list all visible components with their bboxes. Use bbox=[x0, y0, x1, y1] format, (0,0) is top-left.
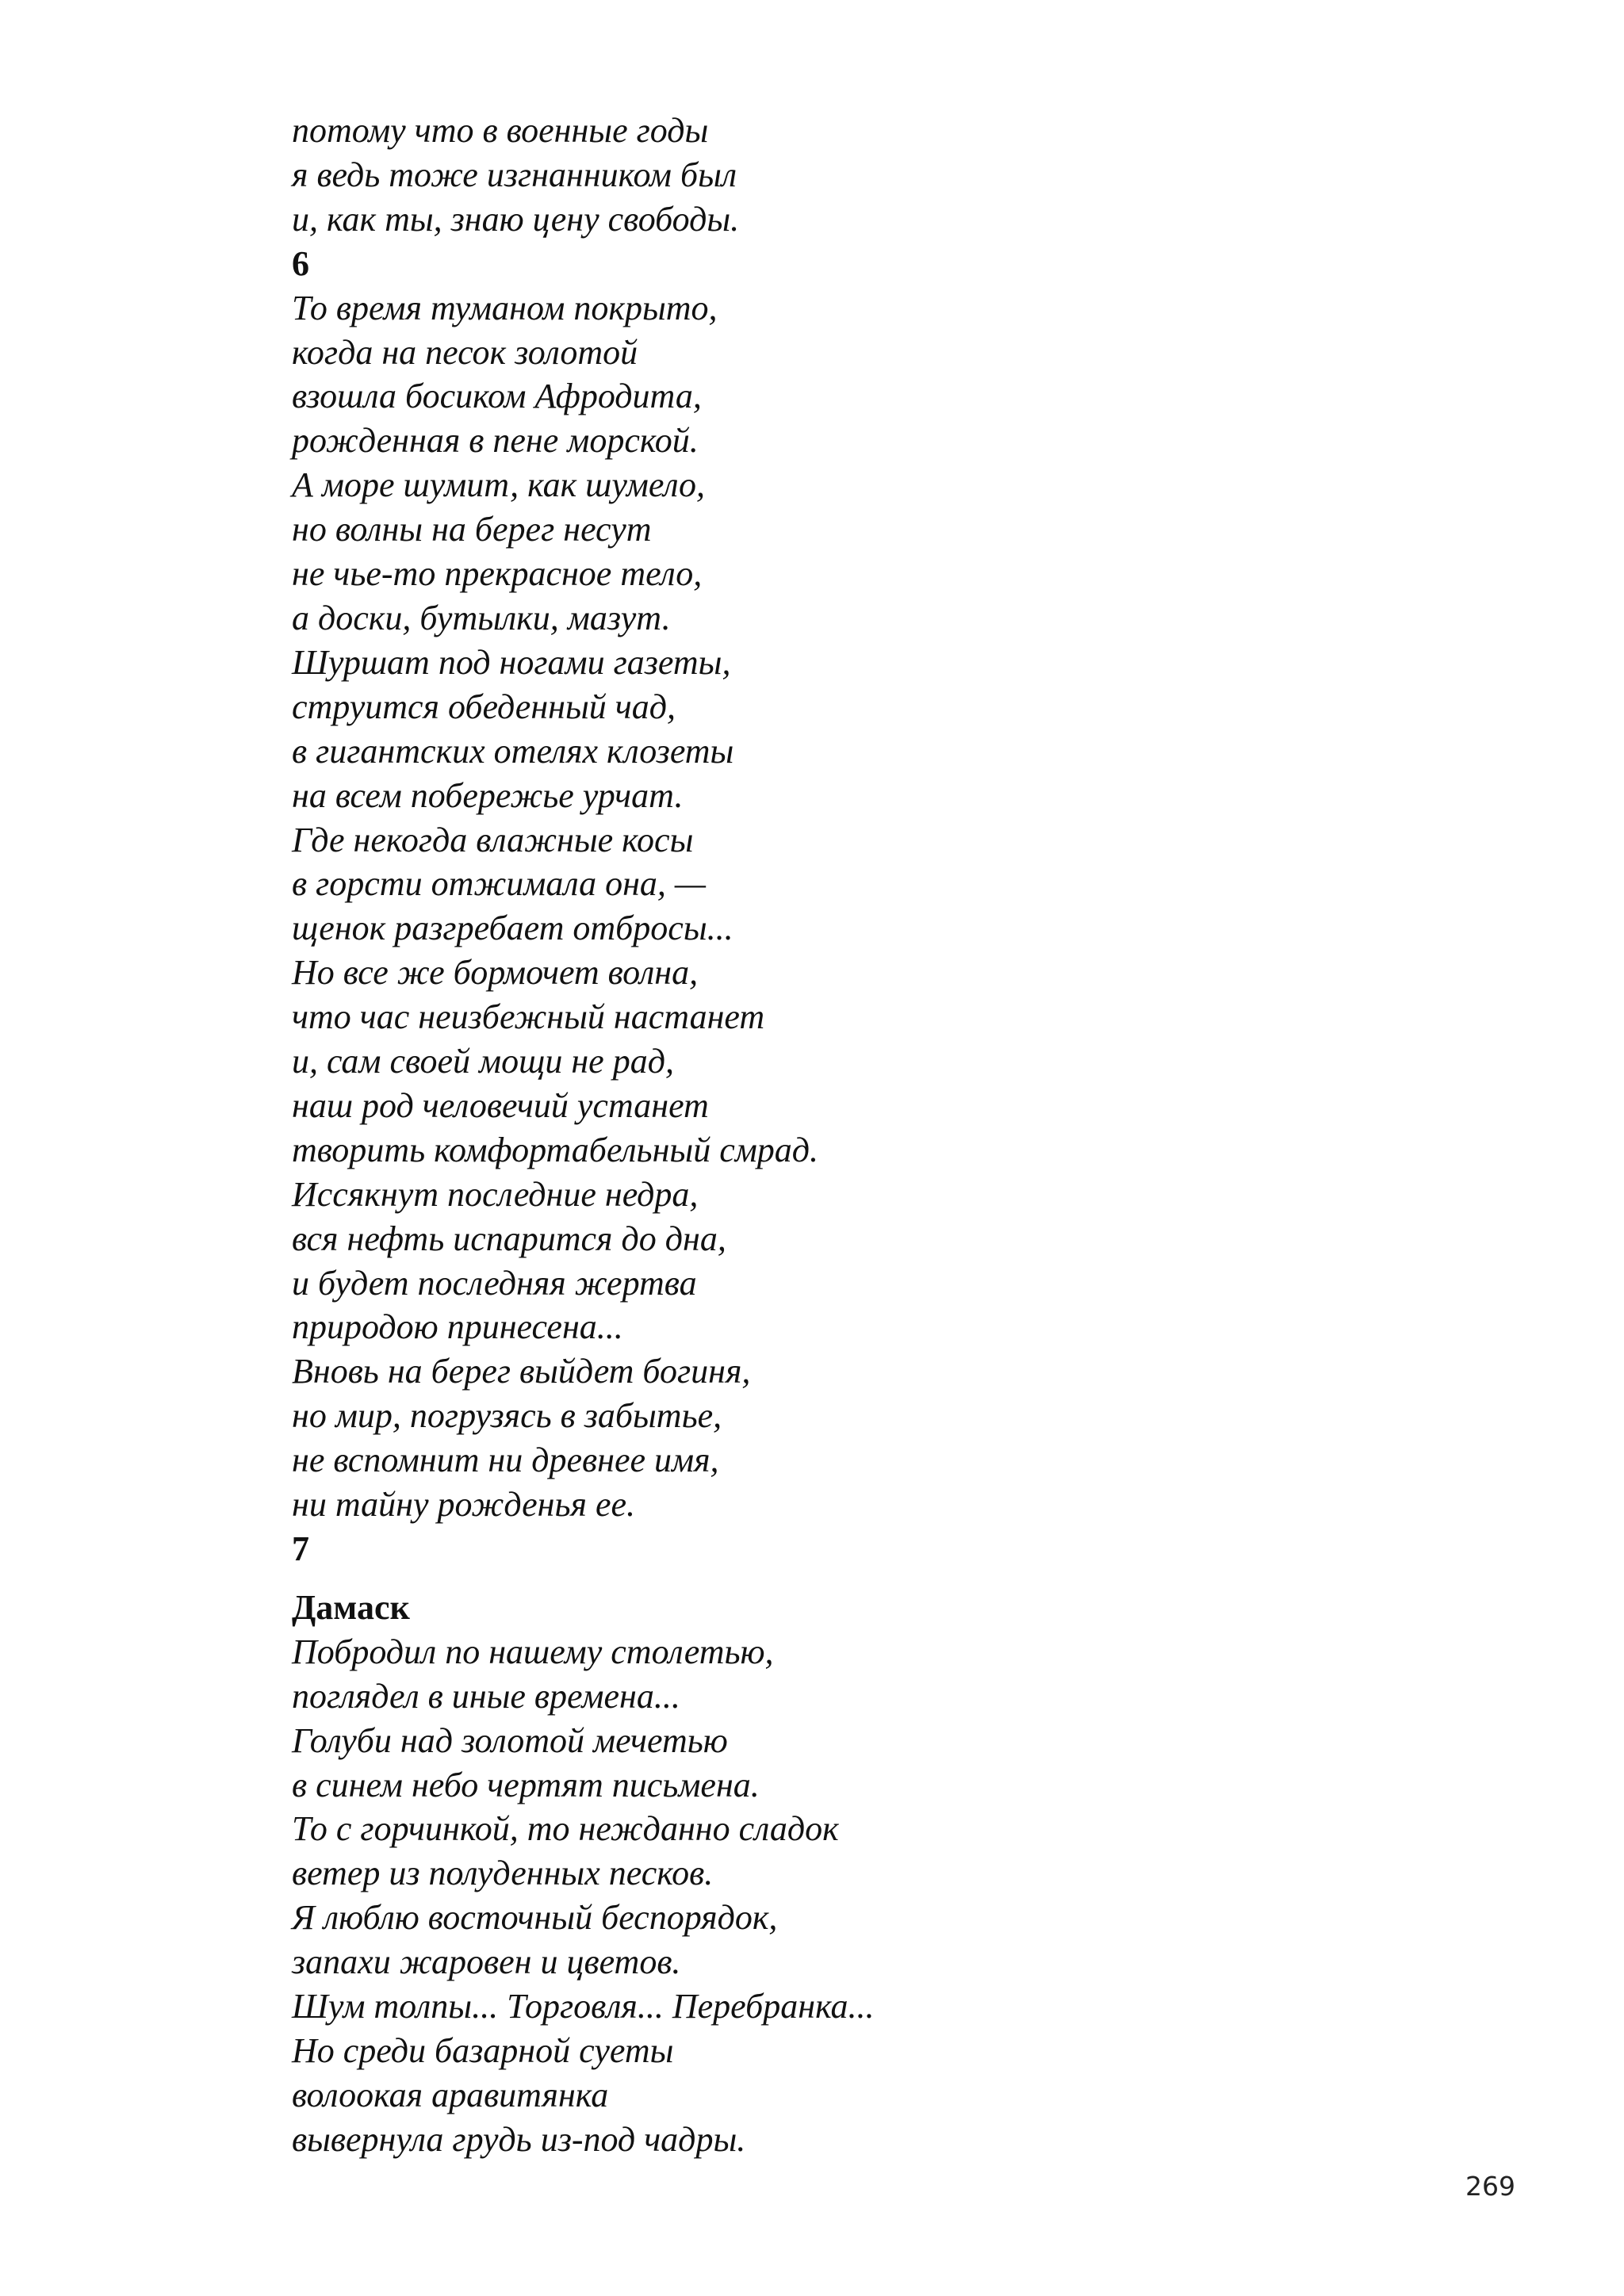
verse-line: волоокая аравитянка bbox=[292, 2075, 609, 2114]
verse-line: ветер из полуденных песков. bbox=[292, 1854, 714, 1893]
verse-line: То с горчинкой, то нежданно сладок bbox=[292, 1809, 839, 1849]
verse-line: Но все же бормочет волна, bbox=[292, 953, 699, 993]
verse-line: струится обеденный чад, bbox=[292, 687, 676, 726]
verse-line: щенок разгребает отбросы... bbox=[292, 909, 733, 948]
verse-line: не вспомнит ни древнее имя, bbox=[292, 1441, 719, 1480]
verse-line: в синем небо чертят письмена. bbox=[292, 1765, 760, 1804]
verse-line: наш род человечий устанет bbox=[292, 1085, 709, 1125]
verse-line: Иссякнут последние недра, bbox=[292, 1174, 699, 1214]
page-number: 269 bbox=[1465, 2171, 1515, 2202]
verse-line: вывернула грудь из-под чадры. bbox=[292, 2119, 746, 2159]
verse-line: и, сам своей мощи не рад, bbox=[292, 1042, 674, 1081]
verse-line: Вновь на берег выйдет богиня, bbox=[292, 1352, 751, 1391]
verse-line: я ведь тоже изгнанником был bbox=[292, 155, 737, 194]
verse-line: природою принесена... bbox=[292, 1307, 623, 1347]
verse-line: на всем побережье урчат. bbox=[292, 775, 684, 815]
verse-line: Я люблю восточный беспорядок, bbox=[292, 1898, 778, 1938]
verse-line: но мир, погрузясь в забытье, bbox=[292, 1396, 722, 1436]
verse-line: Побродил по нашему столетью, bbox=[292, 1632, 774, 1671]
verse-line: взошла босиком Афродита, bbox=[292, 377, 702, 416]
verse-line: Шуршат под ногами газеты, bbox=[292, 642, 731, 682]
verse-line: но волны на берег несут bbox=[292, 510, 652, 549]
verse-line: поглядел в иные времена... bbox=[292, 1676, 680, 1716]
section-5-tail bbox=[292, 109, 1402, 242]
verse-line: То время туманом покрыто, bbox=[292, 288, 718, 327]
verse-line: не чье-то прекрасное тело, bbox=[292, 554, 703, 594]
verse-line: и, как ты, знаю цену свободы. bbox=[292, 199, 740, 239]
verse-line: Шум толпы... Торговля... Перебранка... bbox=[292, 1987, 875, 2026]
verse-line: Но среди базарной суеты bbox=[292, 2030, 674, 2070]
verse-line: запахи жаровен и цветов. bbox=[292, 1942, 681, 1982]
verse-line: ни тайну рожденья ее. bbox=[292, 1485, 636, 1525]
verse-line: потому что в военные годы bbox=[292, 111, 709, 150]
verse-line: в горсти отжимала она, — bbox=[292, 864, 707, 904]
section-6-verses bbox=[292, 286, 1402, 1527]
verse-line: а доски, бутылки, мазут. bbox=[292, 598, 671, 637]
verse-line: когда на песок золотой bbox=[292, 332, 638, 372]
verse-line: Где некогда влажные косы bbox=[292, 820, 694, 859]
verse-line: и будет последняя жертва bbox=[292, 1263, 697, 1303]
verse-line: вся нефть испарится до дна, bbox=[292, 1219, 726, 1258]
section-number: 7 bbox=[292, 1529, 309, 1568]
verse-line: Голуби над золотой мечетью bbox=[292, 1720, 728, 1760]
verse-line: А море шумит, как шумело, bbox=[292, 465, 706, 505]
verse-line: в гигантских отелях клозеты bbox=[292, 731, 734, 771]
section-number: 6 bbox=[292, 243, 309, 283]
verse-line: рожденная в пене морской. bbox=[292, 421, 699, 461]
section-7-verses bbox=[292, 1630, 1402, 2162]
verse-line: творить комфортабельный смрад. bbox=[292, 1130, 819, 1169]
poem-title: Дамаск bbox=[292, 1587, 410, 1627]
poem-column bbox=[292, 109, 1402, 2162]
verse-line: что час неизбежный настанет bbox=[292, 997, 765, 1037]
